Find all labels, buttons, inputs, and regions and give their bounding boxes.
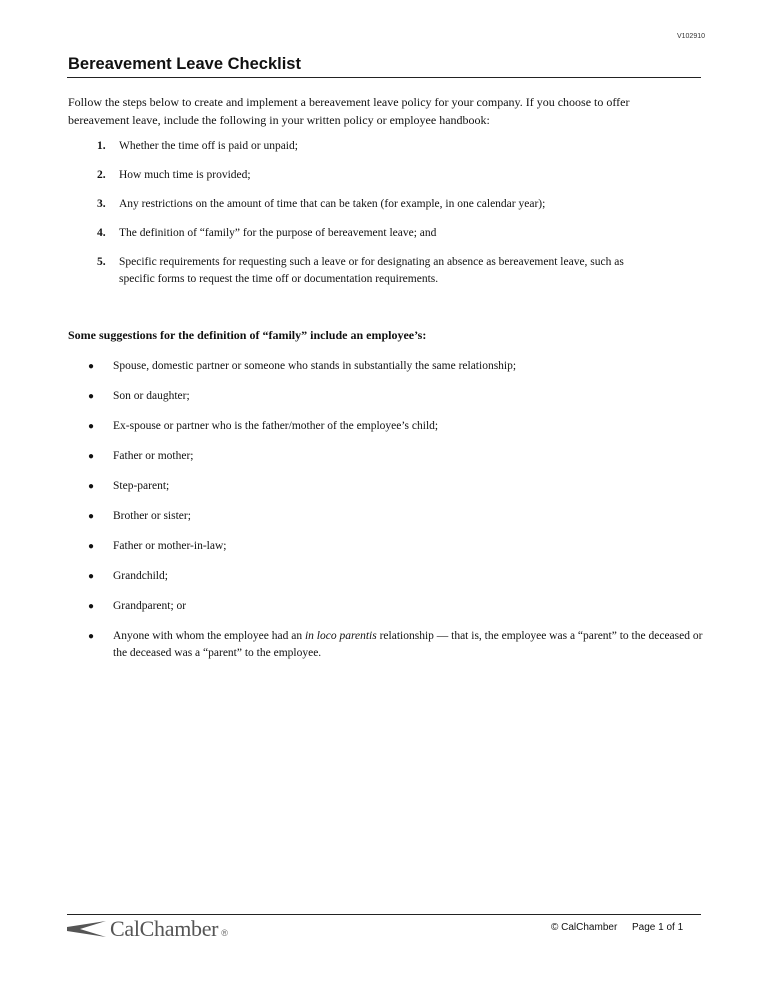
page-number: Page 1 of 1 [632, 922, 684, 933]
step-number: 4. [97, 227, 106, 239]
bullet-icon: ● [88, 421, 95, 432]
bullet-icon: ● [88, 631, 95, 642]
bullet-icon: ● [88, 541, 95, 552]
list-item-text: Grandchild; [113, 570, 168, 582]
page-title: Bereavement Leave Checklist [68, 55, 301, 73]
list-item [88, 358, 703, 375]
list-item-text: Step-parent; [113, 480, 170, 492]
bullet-icon: ● [88, 571, 95, 582]
list-item-text: Father or mother; [113, 450, 194, 462]
list-item [88, 628, 703, 662]
step-text: Any restrictions on the amount of time that can be taken (for example, in one calendar year); [119, 198, 546, 210]
step-text: Whether the time off is paid or unpaid; [119, 140, 298, 152]
step-text: Specific requirements for requesting such a leave or for designating an absence as bereavement leave, such as specific forms to request the time off or documentation requirements. [119, 256, 624, 285]
list-item [88, 508, 703, 525]
steps-list [97, 138, 657, 300]
list-item-text: Ex-spouse or partner who is the father/mother of the employee’s child; [113, 420, 439, 432]
registered-mark: ® [221, 928, 228, 938]
list-item-text: Grandparent; or [113, 600, 187, 612]
version-code: V102910 [676, 33, 705, 40]
step-number: 3. [97, 198, 106, 210]
copyright-notice: © CalChamber [551, 922, 618, 933]
list-item [88, 418, 703, 435]
list-item-text: Brother or sister; [113, 510, 191, 522]
step-item [97, 196, 657, 213]
family-list [88, 358, 703, 675]
step-text: The definition of “family” for the purpose of bereavement leave; and [119, 227, 437, 239]
list-item [88, 568, 703, 585]
list-item-text: Father or mother-in-law; [113, 540, 227, 552]
step-item [97, 167, 657, 184]
list-item [88, 598, 703, 615]
list-item-text: Son or daughter; [113, 390, 190, 402]
bullet-icon: ● [88, 481, 95, 492]
step-number: 5. [97, 256, 106, 268]
list-item [88, 448, 703, 465]
list-item [88, 538, 703, 555]
intro-paragraph: Follow the steps below to create and implement a bereavement leave policy for your company. If you choose to offer bereavement leave, include the following in your written policy or employee handbook: [68, 95, 630, 127]
step-number: 2. [97, 169, 106, 181]
step-item [97, 254, 657, 288]
loco-parentis-suffix: relationship — that is, the employee was a “parent” to the deceased or the deceased was a “parent” to the employee. [113, 630, 703, 659]
logo-wordmark: CalChamber [110, 916, 219, 941]
list-item [88, 388, 703, 405]
list-item-text: Spouse, domestic partner or someone who stands in substantially the same relationship; [113, 360, 517, 372]
step-text: How much time is provided; [119, 169, 251, 181]
bullet-icon: ● [88, 451, 95, 462]
list-item [88, 478, 703, 495]
step-item [97, 138, 657, 155]
loco-parentis-prefix: Anyone with whom the employee had an [113, 630, 305, 642]
step-number: 1. [97, 140, 106, 152]
step-item [97, 225, 657, 242]
bullet-icon: ● [88, 391, 95, 402]
bullet-icon: ● [88, 511, 95, 522]
calchamber-logo [66, 914, 228, 944]
list-item-text [113, 628, 703, 662]
calchamber-swoosh-icon [66, 919, 108, 939]
family-heading: Some suggestions for the definition of “family” include an employee’s: [68, 328, 427, 342]
loco-parentis-italic: in loco parentis [304, 630, 377, 642]
bullet-icon: ● [88, 601, 95, 612]
title-divider [67, 77, 701, 78]
bullet-icon: ● [88, 361, 95, 372]
